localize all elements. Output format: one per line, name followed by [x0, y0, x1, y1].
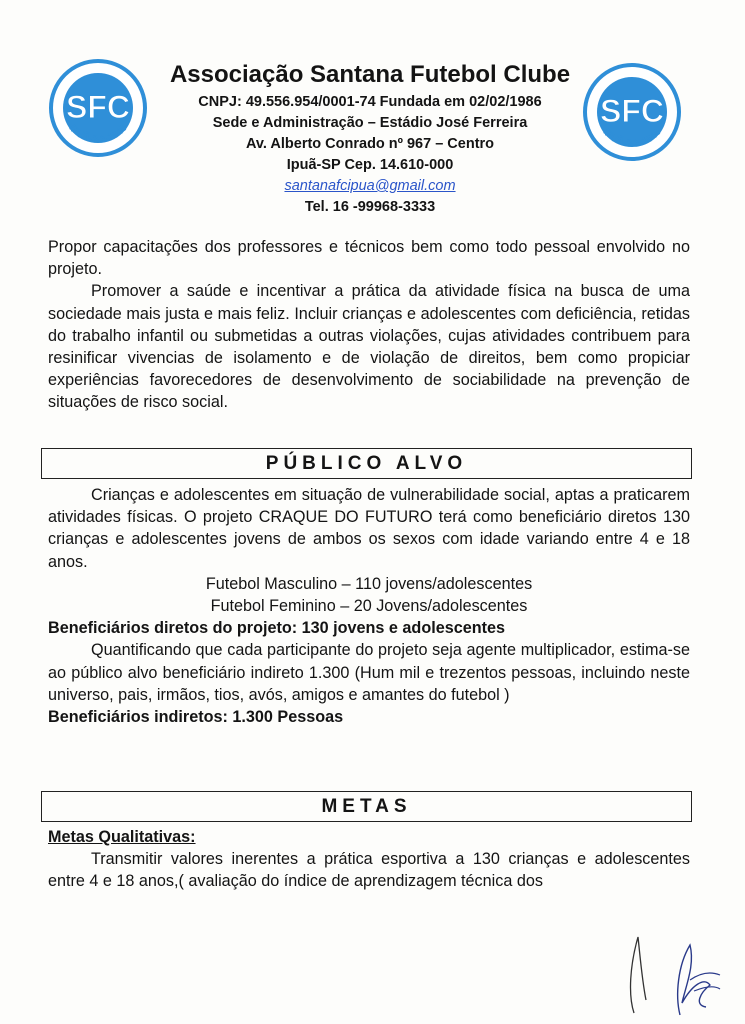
publico-paragraph-2: Quantificando que cada participante do projeto seja agente multiplicador, estima-se ao público alvo beneficiário indireto 1.300 (Hum mil e trezentos pessoas, incluindo neste universo, pais, irmãos, tios, avós, amigos e amantes do futebol )	[48, 641, 690, 704]
metas-paragraph-1: Transmitir valores inerentes a prática esportiva a 130 crianças e adolescentes entre 4 e 18 anos,( avaliação do índice de aprendizagem técnica dos	[48, 850, 690, 891]
email-link[interactable]: santanafcipua@gmail.com	[284, 178, 456, 194]
logo-text: SFC	[600, 93, 664, 129]
metas-section	[48, 826, 690, 893]
logo-text: SFC	[66, 89, 130, 125]
beneficiarios-diretos: Beneficiários diretos do projeto: 130 jovens e adolescentes	[48, 619, 505, 638]
city-line: Ipuã-SP Cep. 14.610-000	[286, 157, 454, 173]
intro-paragraph-2: Promover a saúde e incentivar a prática da atividade física na busca de uma sociedade mais justa e mais feliz. Incluir crianças e adolescentes com deficiência, retidas do trabalho infantil ou submetidas a outras violações, cujas atividades contribuem para resinificar vivencias de isolamento e de violação de direitos, bem como propiciar experiências favorecedores de desenvolvimento de sociabilidade na prevenção de situações de risco social.	[48, 282, 690, 412]
intro-paragraph-1: Propor capacitações dos professores e técnicos bem como todo pessoal envolvido no projeto.	[48, 238, 690, 279]
handwritten-signature	[620, 925, 730, 1020]
logo-ring-text: IPUÃ-2-2-1946	[600, 126, 664, 150]
seat-line: Sede e Administração – Estádio José Ferreira	[212, 115, 528, 131]
org-name: Associação Santana Futebol Clube	[169, 61, 571, 88]
club-logo-left	[48, 58, 148, 158]
beneficiarios-indiretos: Beneficiários indiretos: 1.300 Pessoas	[48, 708, 344, 727]
section-title-metas: METAS	[41, 791, 692, 822]
masculino-line: Futebol Masculino – 110 jovens/adolescentes	[205, 574, 533, 593]
intro-section	[48, 236, 690, 414]
publico-paragraph-1: Crianças e adolescentes em situação de vulnerabilidade social, aptas a praticarem atividades físicas. O projeto CRAQUE DO FUTURO terá como beneficiário diretos 130 crianças e adolescentes jovens de ambos os sexos com idade variando entre 4 e 18 anos.	[48, 486, 690, 571]
letterhead	[140, 58, 600, 218]
metas-qualitativas-heading: Metas Qualitativas:	[48, 828, 196, 846]
publico-alvo-section	[48, 484, 690, 728]
cnpj-line: CNPJ: 49.556.954/0001-74 Fundada em 02/02/1986	[198, 94, 542, 110]
section-title-publico-alvo: PÚBLICO ALVO	[41, 448, 692, 479]
logo-ring-text: IPUÃ-2-2-1946	[66, 122, 130, 146]
feminino-line: Futebol Feminino – 20 Jovens/adolescentes	[210, 597, 528, 616]
address-line: Av. Alberto Conrado nº 967 – Centro	[245, 136, 495, 152]
phone-line: Tel. 16 -99968-3333	[304, 199, 436, 215]
